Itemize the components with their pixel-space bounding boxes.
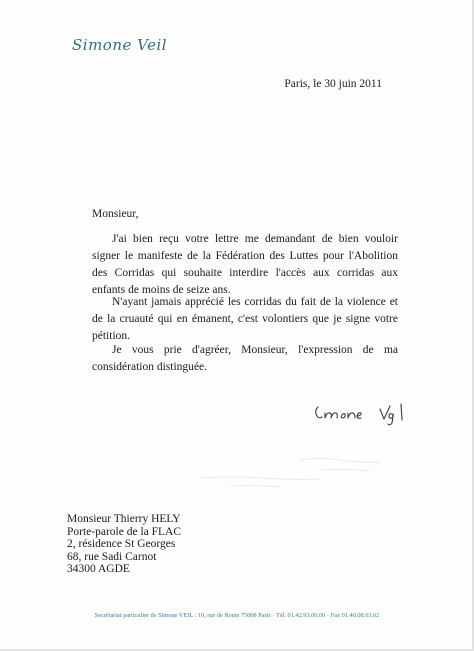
recipient-line-3: 2, résidence St Georges: [67, 538, 176, 550]
recipient-address: [67, 513, 181, 576]
recipient-line-5: 34300 AGDE: [67, 563, 130, 575]
recipient-line-2: Porte-parole de la FLAC: [67, 525, 182, 538]
letterhead-name: Simone Veil: [72, 36, 168, 54]
letter-greeting: Monsieur,: [92, 208, 139, 220]
body-paragraph-2: [92, 294, 398, 345]
body-paragraph-3: [92, 342, 398, 376]
body-paragraph-1: [92, 231, 398, 299]
body-paragraph-3-text: Je vous prie d'agréer, Monsieur, l'expression de ma considération distinguée.: [92, 344, 398, 373]
footer-contact: Secrétariat particulier de Simone VEIL : 10, rue de Rome 75008 Paris · Tél. 01.42.93.00.60 · Fax 01.40.08.03.62: [94, 612, 380, 619]
letter-date: Paris, le 30 juin 2011: [284, 78, 382, 90]
body-paragraph-1-text: J'ai bien reçu votre lettre me demandant de bien vouloir signer le manifeste de la Fédération des Luttes pour l'Abolition des Corridas qui souhaite interdire l'accès aux corridas aux enfants de moins de seize ans.: [92, 233, 398, 296]
body-paragraph-2-text: N'ayant jamais apprécié les corridas du fait de la violence et de la cruauté qui en émanent, c'est volontiers que je signe votre pétition.: [92, 296, 398, 342]
handwritten-signature: [312, 400, 412, 426]
recipient-line-1: Monsieur Thierry HELY: [67, 513, 181, 525]
recipient-line-4: 68, rue Sadi Carnot: [67, 550, 157, 563]
